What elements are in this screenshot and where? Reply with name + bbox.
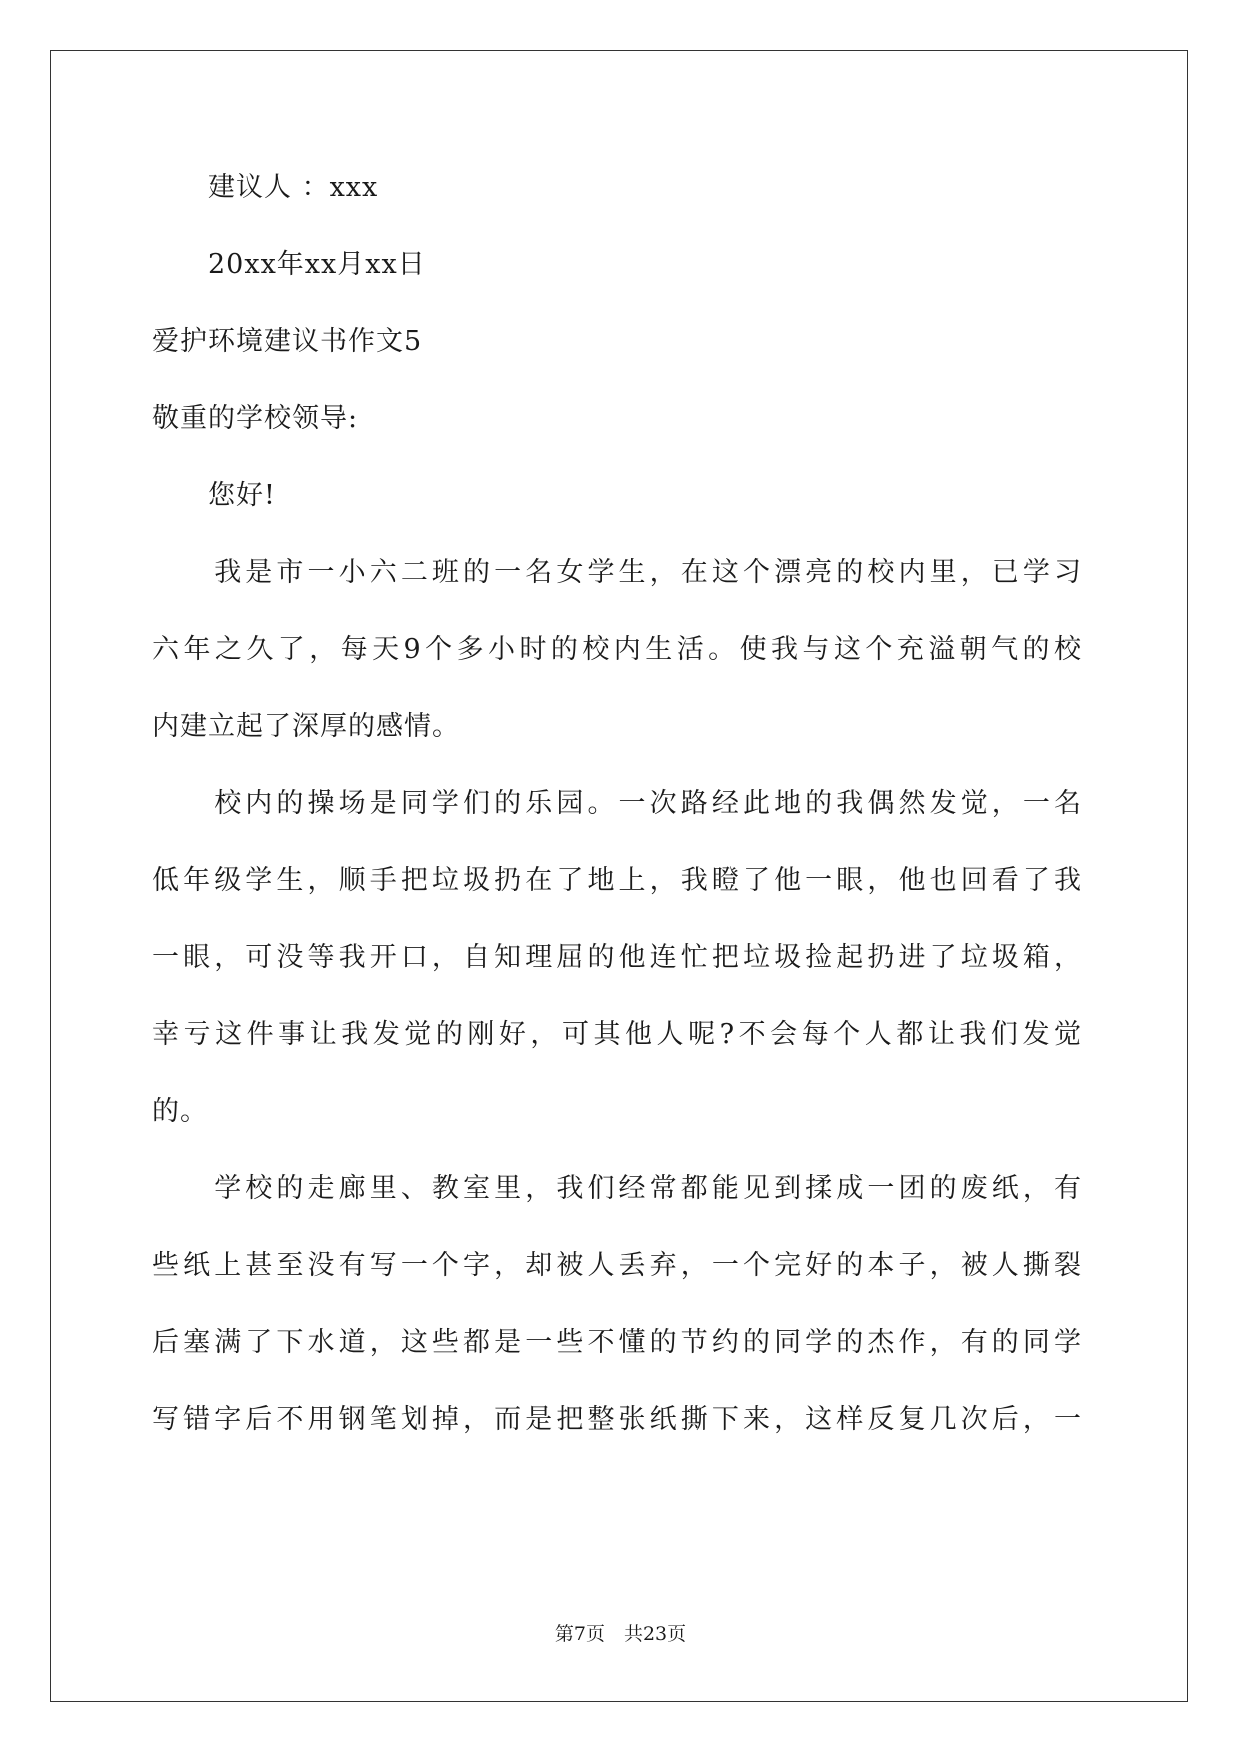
salutation: 敬重的学校领导: <box>152 403 359 434</box>
paragraph-line: 内建立起了深厚的感情。 <box>152 711 460 742</box>
greeting: 您好! <box>152 480 276 511</box>
page-number-footer: 第7页 共23页 <box>554 1623 687 1645</box>
paragraph-line: 我是市一小六二班的一名女学生，在这个漂亮的校内里，已学习 <box>152 557 1082 588</box>
essay-title: 爱护环境建议书作文5 <box>152 326 423 357</box>
proposer-line: 建议人 ：xxx <box>152 172 379 203</box>
paragraph-line: 学校的走廊里、教室里，我们经常都能见到揉成一团的废纸，有 <box>152 1173 1082 1204</box>
paragraph-line: 校内的操场是同学们的乐园。一次路经此地的我偶然发觉，一名 <box>152 788 1082 819</box>
date-line: 20xx年xx月xx日 <box>152 249 426 280</box>
paragraph-line: 的。 <box>152 1096 208 1127</box>
paragraph-line: 低年级学生，顺手把垃圾扔在了地上，我瞪了他一眼，他也回看了我 <box>152 865 1082 896</box>
paragraph-line: 幸亏这件事让我发觉的刚好，可其他人呢?不会每个人都让我们发觉 <box>152 1019 1082 1050</box>
paragraph-line: 后塞满了下水道，这些都是一些不懂的节约的同学的杰作，有的同学 <box>152 1327 1082 1358</box>
paragraph-line: 六年之久了，每天9个多小时的校内生活。使我与这个充溢朝气的校 <box>152 634 1082 665</box>
paragraph-line: 写错字后不用钢笔划掉，而是把整张纸撕下来，这样反复几次后，一 <box>152 1404 1082 1435</box>
paragraph-line: 一眼，可没等我开口，自知理屈的他连忙把垃圾捡起扔进了垃圾箱， <box>152 942 1082 973</box>
paragraph-line: 些纸上甚至没有写一个字，却被人丢弃，一个完好的本子，被人撕裂 <box>152 1250 1082 1281</box>
